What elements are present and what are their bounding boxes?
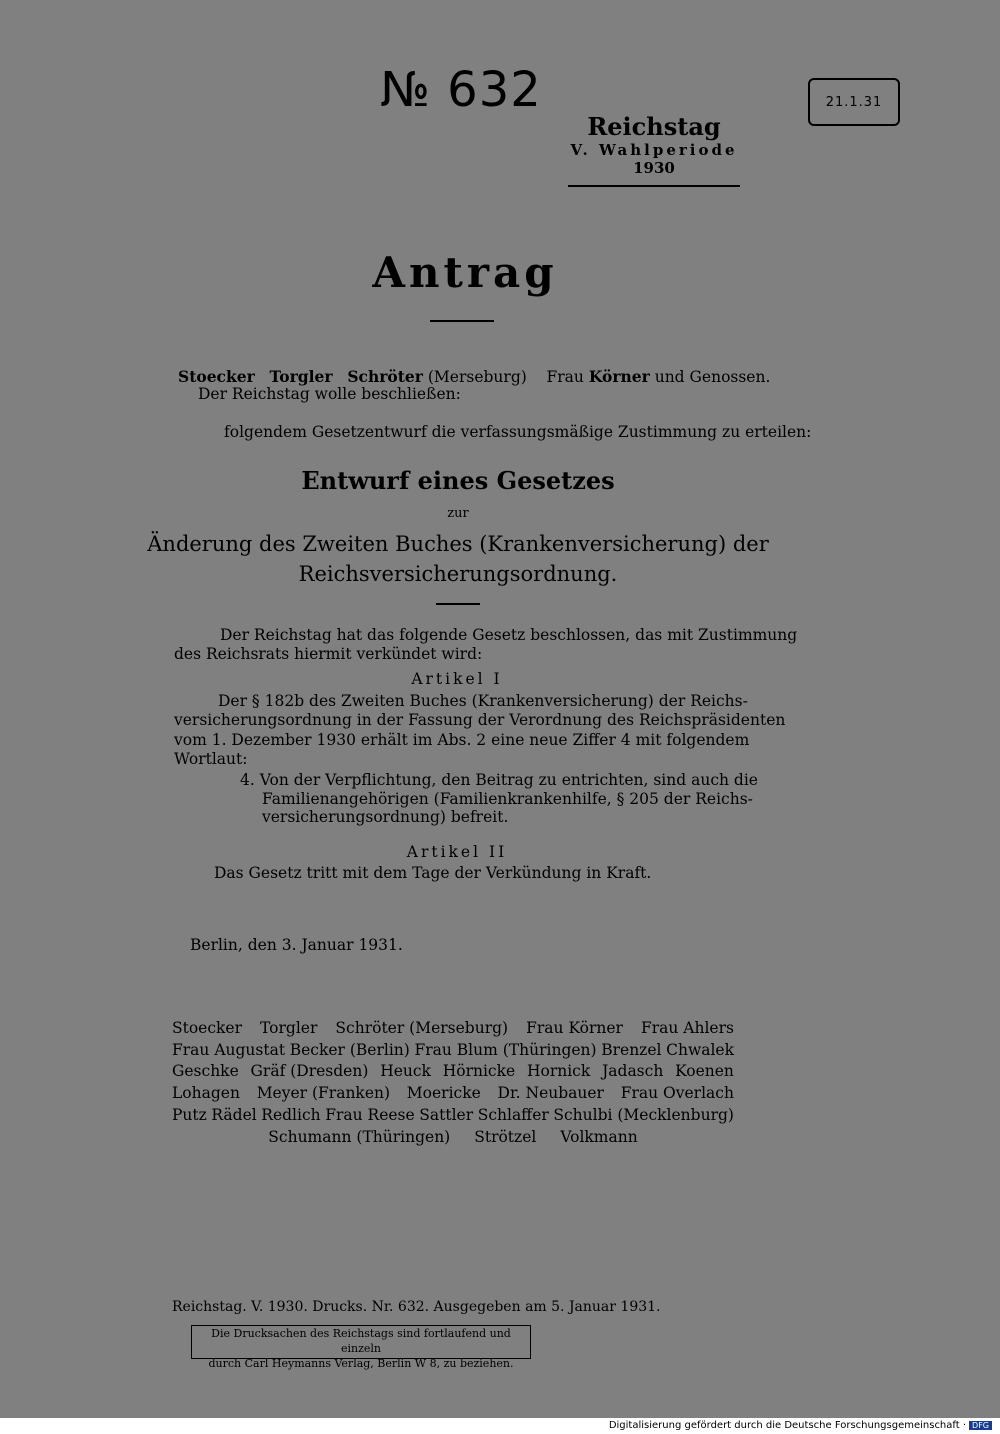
signatory: Frau Körner <box>526 1019 623 1037</box>
document-number: № 632 <box>380 62 542 118</box>
signatory: Rädel <box>211 1106 257 1124</box>
signatory: Koenen <box>675 1062 734 1080</box>
draft-rule <box>436 603 480 605</box>
signatory: Volkmann <box>560 1128 638 1146</box>
electoral-period: V. Wahlperiode <box>570 141 738 159</box>
parliament-name: Reichstag <box>587 112 721 141</box>
signatory: Moericke <box>406 1084 481 1102</box>
enactment-line: Der Reichstag hat das folgende Gesetz beschlossen, das mit Zustimmung <box>220 626 798 644</box>
imprint-line: Reichstag. V. 1930. Drucks. Nr. 632. Ausgegeben am 5. Januar 1931. <box>172 1299 661 1315</box>
draft-subject-line: Änderung des Zweiten Buches (Krankenversicherung) der <box>147 532 769 556</box>
applicant-place: (Merseburg) <box>427 368 527 386</box>
signatory: Frau Blum (Thüringen) <box>414 1041 597 1059</box>
signatory: Strötzel <box>474 1128 537 1146</box>
draft-title: Entwurf eines Gesetzes <box>301 466 615 495</box>
signatory: Schlaffer <box>477 1106 549 1124</box>
distribution-notice <box>191 1325 531 1370</box>
signatory: Torgler <box>260 1019 318 1037</box>
notice-line: Die Drucksachen des Reichstags sind fortlaufend und einzeln <box>211 1327 511 1355</box>
signatory: Gräf (Dresden) <box>250 1062 369 1080</box>
article-heading: Artikel II <box>406 843 508 861</box>
signatory: Chwalek <box>666 1041 734 1059</box>
signatory: Dr. Neubauer <box>497 1084 604 1102</box>
applicant-name: Stoecker <box>178 367 255 386</box>
article-text-line: Das Gesetz tritt mit dem Tage der Verkündung in Kraft. <box>214 864 652 882</box>
article-item-line: Familienangehörigen (Familienkrankenhilfe, § 205 der Reichs- <box>262 790 753 808</box>
signatory: Becker (Berlin) <box>289 1041 410 1059</box>
signatory-row <box>172 1041 734 1059</box>
session-year: 1930 <box>633 159 675 177</box>
enactment-line: des Reichsrats hiermit verkündet wird: <box>174 645 483 663</box>
applicant-name: Körner <box>588 367 650 386</box>
draft-subject-line: Reichsversicherungsordnung. <box>298 562 618 586</box>
signatory: Jadasch <box>602 1062 664 1080</box>
signatory: Lohagen <box>172 1084 240 1102</box>
signatory-row <box>172 1128 734 1146</box>
signatory: Schulbi (Mecklenburg) <box>553 1106 734 1124</box>
draft-zur: zur <box>447 506 469 521</box>
article-text-line: versicherungsordnung in der Fassung der Verordnung des Reichspräsidenten <box>174 711 786 729</box>
applicants-line <box>178 367 770 386</box>
notice-line: durch Carl Heymanns Verlag, Berlin W 8, zu beziehen. <box>208 1357 514 1370</box>
signatory: Schröter (Merseburg) <box>335 1019 509 1037</box>
signatory: Meyer (Franken) <box>256 1084 391 1102</box>
signatory: Sattler <box>419 1106 474 1124</box>
date-line: Berlin, den 3. Januar 1931. <box>190 936 403 954</box>
signatory: Putz <box>172 1106 207 1124</box>
header-rule <box>568 185 740 187</box>
receipt-stamp: 21.1.31 <box>808 78 900 126</box>
article-item-line: 4. Von der Verpflichtung, den Beitrag zu entrichten, sind auch die <box>240 771 758 789</box>
applicant-title: Frau <box>546 368 584 386</box>
signatory: Schumann (Thüringen) <box>268 1128 451 1146</box>
signatory: Stoecker <box>172 1019 243 1037</box>
article-text-line: Der § 182b des Zweiten Buches (Krankenversicherung) der Reichs- <box>218 692 748 710</box>
signatory-row <box>172 1062 734 1080</box>
signatory: Brenzel <box>601 1041 662 1059</box>
signatory: Frau Overlach <box>620 1084 734 1102</box>
article-item-line: versicherungsordnung) befreit. <box>262 808 509 826</box>
signatory: Heuck <box>380 1062 431 1080</box>
intro-line: folgendem Gesetzentwurf die verfassungsmäßige Zustimmung zu erteilen: <box>224 423 812 441</box>
digitization-credit <box>0 1420 992 1431</box>
signatory: Hornick <box>526 1062 591 1080</box>
signatory: Redlich <box>261 1106 321 1124</box>
credit-text: Digitalisierung gefördert durch die Deutsche Forschungsgemeinschaft · <box>608 1420 967 1431</box>
applicant-name: Schröter <box>347 367 423 386</box>
article-text-line: Wortlaut: <box>174 750 248 768</box>
signatory-row <box>172 1106 734 1124</box>
applicant-name: Torgler <box>269 367 333 386</box>
intro-line: Der Reichstag wolle beschließen: <box>198 385 461 403</box>
dfg-logo: DFG <box>969 1421 992 1430</box>
applicants-suffix: und Genossen. <box>654 368 771 386</box>
signatory-row <box>172 1084 734 1102</box>
parliament-block <box>568 112 740 187</box>
title-rule <box>430 320 494 322</box>
article-text-line: vom 1. Dezember 1930 erhält im Abs. 2 eine neue Ziffer 4 mit folgendem <box>174 731 750 749</box>
article-heading: Artikel I <box>411 670 503 688</box>
document-title: Antrag <box>372 248 558 297</box>
signatory: Frau Ahlers <box>640 1019 734 1037</box>
signatory: Frau Reese <box>325 1106 415 1124</box>
signatory: Frau Augustat <box>172 1041 286 1059</box>
signatory: Hörnicke <box>442 1062 516 1080</box>
signatory-row <box>172 1019 734 1037</box>
signatory: Geschke <box>172 1062 239 1080</box>
